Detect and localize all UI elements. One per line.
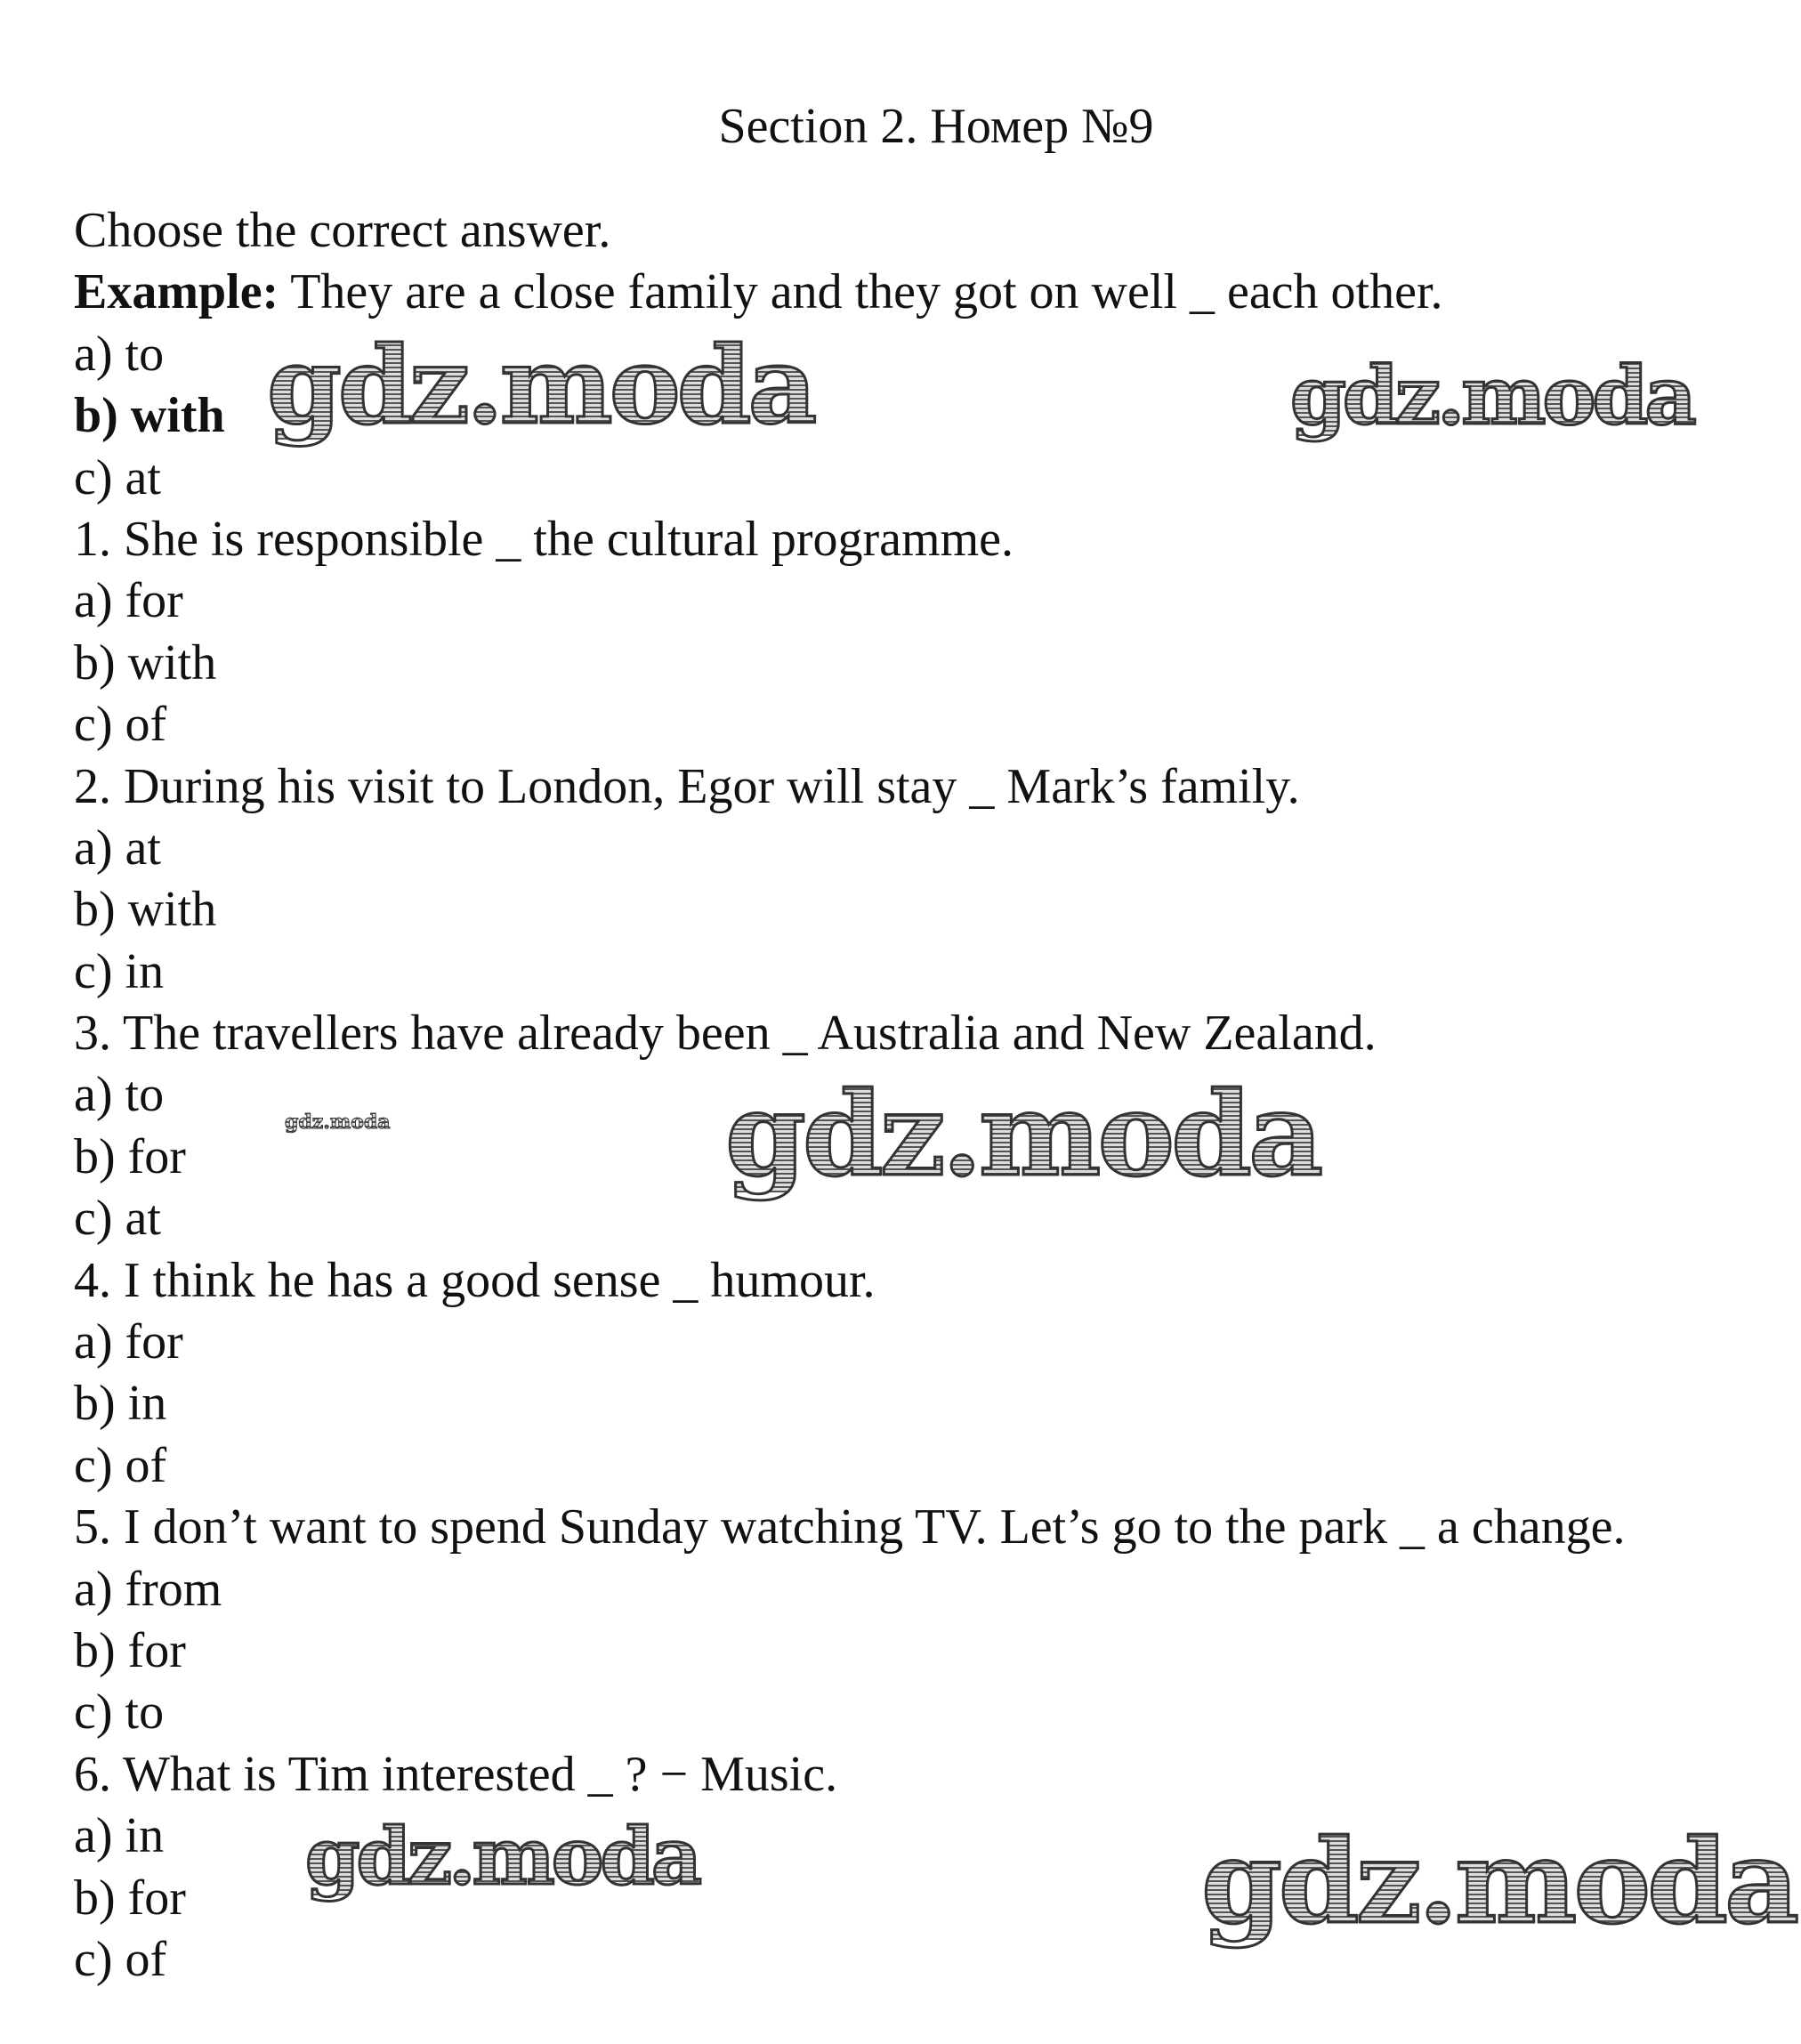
example-option: c) at <box>74 449 161 505</box>
answer-option: b) with <box>74 634 217 691</box>
answer-option: b) in <box>74 1376 167 1432</box>
answer-option: c) of <box>74 697 167 753</box>
answer-option: b) with <box>74 882 217 938</box>
question-list <box>74 509 1625 1991</box>
page-title: Section 2. Номер №9 <box>718 99 1154 154</box>
question-text: 6. What is Tim interested _ ? − Music. <box>74 1746 838 1802</box>
answer-option: b) for <box>74 1128 186 1184</box>
answer-option: b) for <box>74 1622 186 1678</box>
answer-option: c) of <box>74 1437 167 1493</box>
example-label: Example: <box>74 264 279 320</box>
example-option: a) to <box>74 326 165 382</box>
answer-option: c) at <box>74 1191 161 1247</box>
question-text: 2. During his visit to London, Egor will stay _ Mark’s family. <box>74 758 1300 814</box>
example-option-correct: b) with <box>74 388 225 444</box>
watermark-logo: gdz.moda <box>285 1111 391 1134</box>
watermark-logo: gdz.moda <box>1290 349 1693 443</box>
example-sentence <box>74 262 1625 323</box>
question-text: 5. I don’t want to spend Sunday watching TV. Let’s go to the park _ a change. <box>74 1499 1626 1555</box>
answer-option: c) of <box>74 1931 167 1987</box>
answer-option: a) for <box>74 1314 183 1370</box>
instruction: Choose the correct answer. <box>74 203 611 258</box>
answer-option: a) from <box>74 1561 222 1617</box>
answer-option: a) in <box>74 1808 165 1864</box>
question-text: 4. I think he has a good sense _ humour. <box>74 1252 876 1308</box>
question-text: 1. She is responsible _ the cultural programme. <box>74 511 1014 567</box>
answer-option: a) to <box>74 1067 165 1123</box>
watermark-logo: gdz.moda <box>267 323 814 448</box>
answer-option: c) to <box>74 1684 165 1741</box>
answer-option: a) at <box>74 820 161 876</box>
answer-option: c) in <box>74 943 165 999</box>
question-text: 3. The travellers have already been _ Australia and New Zealand. <box>74 1006 1377 1062</box>
watermark-logo: gdz.moda <box>1201 1814 1797 1950</box>
watermark-logo: gdz.moda <box>725 1066 1320 1202</box>
answer-option: a) for <box>74 573 183 629</box>
example-text: They are a close family and they got on well _ each other. <box>279 264 1443 320</box>
answer-option: b) for <box>74 1870 186 1926</box>
watermark-logo: gdz.moda <box>305 1810 699 1903</box>
